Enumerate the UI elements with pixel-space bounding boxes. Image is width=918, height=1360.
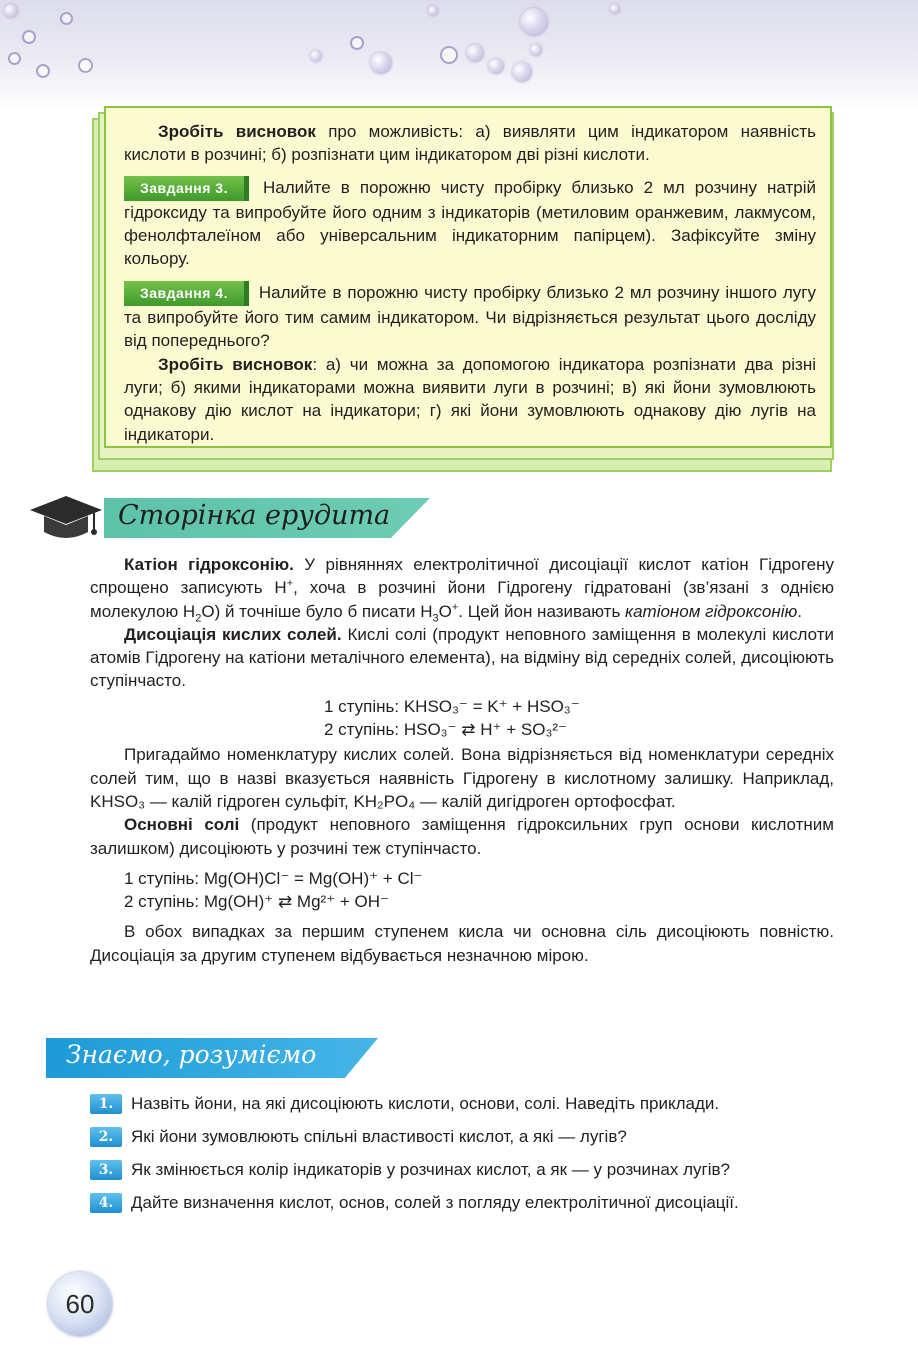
question-text: Як змінюється колір індикаторів у розчинах кислот, а як — у розчинах лугів? [131,1160,730,1179]
question-number: 1. [90,1094,122,1114]
bubble-decoration [8,52,21,65]
bubble-decoration [428,6,438,16]
task-3-text: Налийте в порожню чисту пробірку близько 2 мл розчину натрій гідроксиду та випробуйте його одним з індикаторів (метиловим оранжевим, лакмусом, фенолфталеїном або універсальним індикаторним папірцем). Зафіксуйте зміну кольору. [124,177,816,269]
basic-step-1: 1 ступінь: Mg(OH)Cl⁻ = Mg(OH)⁺ + Cl⁻ [124,868,423,888]
acid-salts-heading: Дисоціація кислих солей. [124,624,342,644]
question-number: 3. [90,1160,122,1180]
basic-step-2: 2 ступінь: Mg(OH)⁺ ⇄ Mg²⁺ + OH⁻ [124,892,390,912]
bubble-decoration [466,44,484,62]
task-box [104,106,832,448]
znaemo-section-title: Знаємо, розуміємо [66,1040,317,1069]
hydroxonium-text: . [797,601,803,621]
bubble-decoration [520,8,548,36]
conclusion-text: : а) чи можна за допомогою індикатора розпізнати два різні луги; б) якими індикаторами можна виявити луги в розчині; в) які йони зумовлюють однакову дію кислот на індикатори; г) які йони зумовлюють однакову дію лугів на індикатори. [124,354,816,444]
nomenclature-paragraph: Пригадаймо номенклатуру кислих солей. Вона відрізняється від номенклатури середніх солей тим, що в назві вказується наявність Гідрогену в кислотному залишку. Наприклад, KHSO₃ — калій гідроген сульфіт, KH₂PO₄ — калій дигідроген ортофосфат. [90,745,834,811]
bubble-decoration [488,58,504,74]
superscript: + [286,577,294,590]
hydroxonium-heading: Катіон гідроксонію. [124,555,294,574]
basic-salts-paragraph [90,813,834,860]
question-text: Які йони зумовлюють спільні властивості кислот, а які — лугів? [131,1127,627,1146]
superscript: + [451,600,459,613]
bubble-decoration [60,12,73,25]
conclusion-bold: Зробіть висновок [158,354,313,374]
basic-salts-text: (продукт неповного заміщення гідроксильних груп основи кислотним залишком) дисоціюють у розчині теж ступінчасто. [90,815,834,858]
bubble-decoration [22,30,36,44]
hydroxonium-text: . Цей йон називають [458,601,626,621]
hydroxonium-term: катіоном гідроксонію [625,601,798,621]
header-decoration [0,0,918,110]
subscript: 2 [195,611,202,624]
bubble-decoration [36,64,50,78]
task-4-label: Завдання 4. [124,281,249,306]
acid-step-1: 1 ступінь: KHSO₃⁻ = K⁺ + HSO₃⁻ [324,696,580,716]
acid-salts-paragraph [90,623,834,693]
question-item [90,1191,739,1215]
acid-salts-text: Кислі солі (продукт неповного заміщення в молекулі кислоти атомів Гідрогену на катіони металічного елемента), на відміну від середніх солей, дисоціюють ступінчасто. [90,624,834,691]
hydroxonium-text: O) й точніше було б писати H [201,601,433,621]
bubble-decoration [512,62,532,82]
task-4-text: Налийте в порожню чисту пробірку близько 2 мл розчину іншого лугу та випробуйте його тим самим індикатором. Чи відрізняється результат цього досліду від попереднього? [124,282,816,351]
subscript: 3 [432,611,439,624]
question-item [90,1158,730,1182]
erudit-section-title: Сторінка ерудита [118,500,391,531]
hydroxonium-paragraph [90,553,834,623]
acid-step-2: 2 ступінь: HSO₃⁻ ⇄ H⁺ + SO₃²⁻ [324,720,567,740]
conclusion-text: про можливість: а) виявляти цим індикатором наявність кислоти в розчині; б) розпізнати цим індикатором дві різні кислоти. [124,122,816,165]
question-text: Дайте визначення кислот, основ, солей з погляду електролітичної дисоціації. [131,1193,739,1212]
basic-salts-heading: Основні солі [124,815,240,835]
bubble-decoration [310,50,322,62]
bubble-decoration [370,52,392,74]
hydroxonium-text: O [438,601,452,621]
conclusion-paragraph: В обох випадках за першим ступенем кисла чи основна сіль дисоціюють повністю. Дисоціація за другим ступенем відбувається незначною мірою. [90,922,834,965]
question-item [90,1092,719,1116]
question-number: 4. [90,1193,122,1213]
erudit-content [90,553,834,967]
bubble-decoration [78,58,93,73]
hydroxonium-text: , хоча в розчині йони Гідрогену гідратовані (зв’язані з однією молекулою H [90,578,834,621]
task-4 [124,281,816,353]
question-item [90,1125,627,1149]
bubble-decoration [4,4,18,18]
page-number: 60 [48,1272,112,1336]
task-3-label: Завдання 3. [124,176,249,201]
graduation-cap-icon [28,494,104,544]
task-3 [124,176,816,271]
conclusion-paragraph-1 [124,120,816,167]
question-number: 2. [90,1127,122,1147]
conclusion-bold: Зробіть висновок [158,122,316,141]
bubble-decoration [440,46,458,64]
bubble-decoration [350,36,364,50]
bubble-decoration [530,44,542,56]
conclusion-paragraph-2 [124,353,816,446]
bubble-decoration [610,4,620,14]
hydroxonium-text: У рівняннях електролітичної дисоціації кислот катіон Гідрогену спрощено записують H [90,555,834,598]
question-text: Назвіть йони, на які дисоціюють кислоти, основи, солі. Наведіть приклади. [131,1094,720,1113]
